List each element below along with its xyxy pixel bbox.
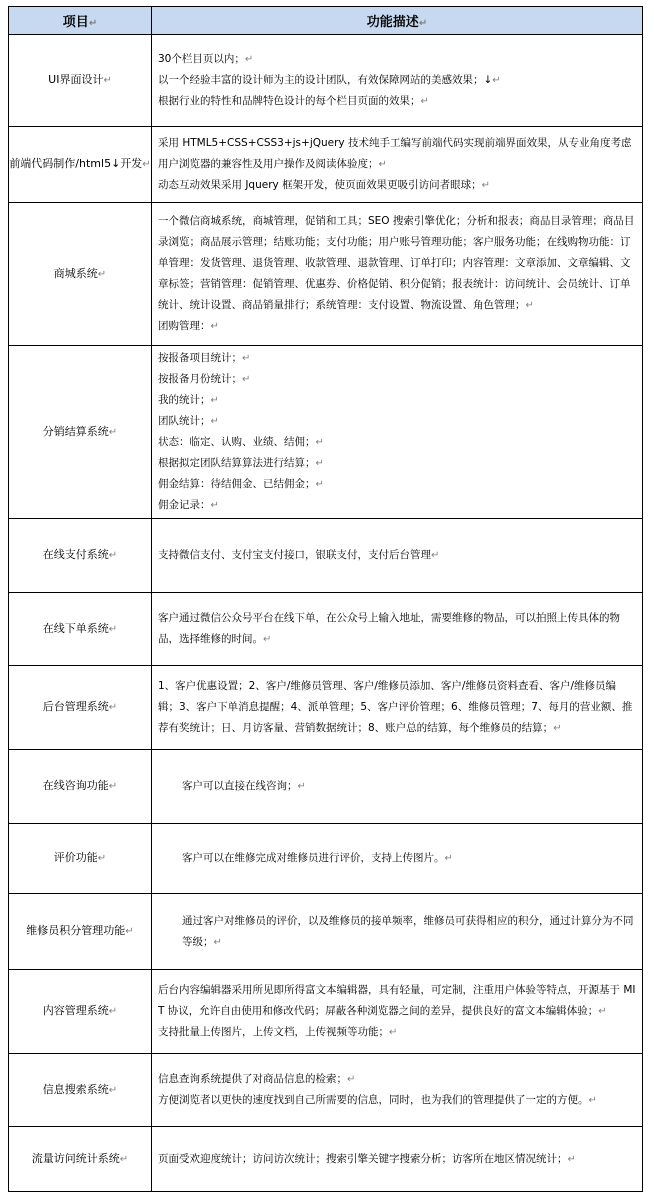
- header-description-label: 功能描述: [366, 15, 419, 30]
- description-cell: [152, 127, 643, 203]
- description-text: 支持微信支付、支付宝支付接口，银联支付，支付后台管理: [158, 549, 431, 561]
- paragraph-mark-icon: ↵: [108, 1084, 118, 1096]
- description-line: [158, 545, 636, 566]
- description-text: 按报备项目统计；: [158, 352, 242, 364]
- paragraph-mark-icon: ↵: [315, 458, 324, 469]
- description-text: 方便浏览者以更快的速度找到自己所需要的信息，同时，也为我们的管理提供了一定的方便。: [158, 1094, 589, 1106]
- table-row: [9, 203, 643, 346]
- paragraph-mark-icon: ↵: [297, 781, 306, 792]
- table-row: [9, 666, 643, 750]
- paragraph-mark-icon: ↵: [553, 723, 562, 734]
- description-text: 动态互动效果采用 Jquery 框架开发，使页面效果更吸引访问者眼球；: [158, 179, 482, 191]
- description-text: 佣金结算：待结佣金、已结佣金；: [158, 478, 316, 490]
- description-line: [158, 1090, 636, 1111]
- description-line: [158, 316, 636, 337]
- description-text: 30个栏目页以内；: [158, 53, 245, 65]
- description-text: 我的统计；: [158, 394, 211, 406]
- paragraph-mark-icon: ↵: [481, 180, 490, 191]
- paragraph-mark-icon: ↵: [210, 321, 219, 332]
- description-text: 信息查询系统提供了对商品信息的检索；: [158, 1073, 347, 1085]
- table-row: [9, 346, 643, 519]
- project-name-cell: [9, 35, 152, 127]
- table-row: [9, 1127, 643, 1192]
- project-name: 商城系统: [53, 266, 98, 280]
- project-name-cell: [9, 203, 152, 346]
- paragraph-mark-icon: ↵: [315, 437, 324, 448]
- paragraph-mark-icon: ↵: [210, 416, 219, 427]
- header-col-project: [9, 7, 152, 35]
- header-col-description: [152, 7, 643, 35]
- paragraph-mark-icon: ↵: [315, 479, 324, 490]
- paragraph-mark-icon: ↵: [244, 54, 254, 65]
- paragraph-mark-icon: ↵: [142, 159, 151, 170]
- header-project-label: 项目: [62, 15, 89, 30]
- paragraph-mark-icon: ↵: [108, 623, 118, 635]
- description-line: [158, 495, 636, 516]
- paragraph-mark-icon: ↵: [431, 550, 440, 561]
- description-line: [158, 980, 636, 1022]
- project-name-cell: [9, 666, 152, 750]
- description-line: [158, 1022, 636, 1043]
- description-line: [158, 1149, 636, 1170]
- project-name: 流量访问统计系统: [31, 1151, 120, 1165]
- paragraph-mark-icon: ↵: [378, 159, 387, 170]
- project-name-cell: [9, 1127, 152, 1192]
- description-line: [182, 848, 636, 869]
- description-line: [158, 133, 636, 175]
- paragraph-mark-icon: ↵: [598, 1006, 607, 1017]
- description-line: [158, 390, 636, 411]
- table-row: [9, 127, 643, 203]
- project-name: UI界面设计: [48, 73, 104, 86]
- paragraph-mark-icon: ↵: [108, 426, 118, 438]
- paragraph-mark-icon: ↵: [525, 300, 534, 311]
- paragraph-mark-icon: ↵: [103, 75, 112, 86]
- paragraph-mark-icon: ↵: [213, 936, 222, 948]
- description-line: [158, 676, 636, 739]
- project-name: 内容管理系统: [42, 1004, 109, 1017]
- paragraph-mark-icon: ↵: [210, 500, 219, 511]
- project-name: 分销结算系统: [42, 424, 109, 438]
- description-cell: [152, 1127, 643, 1192]
- description-cell: [152, 203, 643, 346]
- project-name-cell: [9, 970, 152, 1054]
- description-line: [158, 348, 636, 369]
- paragraph-mark-icon: ↵: [125, 926, 134, 937]
- paragraph-mark-icon: ↵: [418, 18, 428, 29]
- description-line: [158, 1069, 636, 1090]
- description-text: 团队统计；: [158, 415, 211, 427]
- description-text: 通过客户对维修员的评价，以及维修员的接单频率，维修员可获得相应的积分，通过计算分为不同等级；: [182, 914, 634, 948]
- description-cell: [152, 519, 643, 593]
- description-cell: [152, 750, 643, 824]
- paragraph-mark-icon: ↵: [108, 781, 118, 792]
- description-cell: [152, 666, 643, 750]
- description-text: 根据行业的特性和品牌特色设计的每个栏目页面的效果；: [158, 95, 421, 107]
- table-row: [9, 35, 643, 127]
- paragraph-mark-icon: ↵: [108, 702, 118, 713]
- description-line: [158, 211, 636, 316]
- project-name-cell: [9, 750, 152, 824]
- table-row: [9, 1054, 643, 1127]
- description-cell: [152, 35, 643, 127]
- description-line: [158, 474, 636, 495]
- paragraph-mark-icon: ↵: [420, 96, 429, 107]
- paragraph-mark-icon: ↵: [347, 1074, 356, 1085]
- description-text: 根据拟定团队结算算法进行结算；: [158, 457, 316, 469]
- paragraph-mark-icon: ↵: [389, 1027, 398, 1038]
- project-name-cell: [9, 127, 152, 203]
- paragraph-mark-icon: ↵: [97, 853, 107, 864]
- table-row: [9, 824, 643, 894]
- description-text: 客户可以在维修完成对维修员进行评价，支持上传图片。: [182, 852, 445, 864]
- paragraph-mark-icon: ↵: [119, 1153, 129, 1165]
- table-row: [9, 894, 643, 970]
- project-name: 前端代码制作/html5↓开发: [9, 157, 143, 170]
- paragraph-mark-icon: ↵: [492, 75, 501, 86]
- project-name: 评价功能: [53, 851, 98, 864]
- table-header-row: [9, 7, 643, 35]
- project-name-cell: [9, 346, 152, 519]
- description-text: 页面受欢迎度统计；访问访次统计；搜索引擎关键字搜索分析；访客所在地区情况统计；: [158, 1152, 568, 1165]
- description-text: 状态：临定、认购、业绩、结佣；: [158, 436, 316, 448]
- project-name: 在线咨询功能: [42, 779, 109, 792]
- paragraph-mark-icon: ↵: [242, 374, 251, 385]
- paragraph-mark-icon: ↵: [108, 550, 118, 561]
- project-name: 在线支付系统: [42, 548, 109, 561]
- description-cell: [152, 1054, 643, 1127]
- description-line: [158, 70, 636, 91]
- description-text: 采用 HTML5+CSS+CSS3+js+jQuery 技术纯手工编写前端代码实现前端界面效果，从专业角度考虑用户浏览器的兼容性及用户操作及阅读体验度；: [158, 137, 632, 170]
- project-name-cell: [9, 894, 152, 970]
- paragraph-mark-icon: ↵: [444, 853, 453, 864]
- description-cell: [152, 824, 643, 894]
- project-name: 信息搜索系统: [42, 1082, 109, 1096]
- project-name-cell: [9, 519, 152, 593]
- description-text: 按报备月份统计；: [158, 373, 242, 385]
- paragraph-mark-icon: ↵: [210, 395, 219, 406]
- table-row: [9, 750, 643, 824]
- table-row: [9, 593, 643, 666]
- function-table: [8, 6, 643, 1192]
- description-line: [158, 175, 636, 196]
- description-text: 支持批量上传图片，上传文档，上传视频等功能；: [158, 1026, 389, 1038]
- description-cell: [152, 593, 643, 666]
- description-text: 客户可以直接在线咨询；: [182, 780, 298, 792]
- description-text: 团购管理：: [158, 320, 211, 332]
- project-name-cell: [9, 824, 152, 894]
- description-line: [158, 49, 636, 70]
- paragraph-mark-icon: ↵: [263, 634, 272, 645]
- description-line: [158, 453, 636, 474]
- project-name: 维修员积分管理功能: [26, 924, 126, 937]
- paragraph-mark-icon: ↵: [567, 1153, 576, 1165]
- description-line: [158, 411, 636, 432]
- description-text: 佣金记录：: [158, 499, 211, 511]
- description-text: 一个微信商城系统，商城管理，促销和工具；SEO 搜索引擎优化；分析和报表；商品目录管理；商品目录浏览；商品展示管理；结账功能；支付功能；用户账号管理功能；客户服务功能；在线购物功能：订单管理：发货管理、退货管理、收款管理、退款管理、订单打印；内容管理：文章添加、文章编辑、文章标签；营销管理：促销管理、优惠券、价格促销、积分促销；报表统计：访问统计、会员统计、订单统计、统计设置、商品销量排行；系统管理：支付设置、物流设置、角色管理；: [158, 215, 635, 311]
- description-line: [158, 91, 636, 112]
- paragraph-mark-icon: ↵: [88, 18, 98, 29]
- paragraph-mark-icon: ↵: [97, 268, 107, 280]
- description-line: [158, 432, 636, 453]
- description-text: 后台内容编辑器采用所见即所得富文本编辑器，具有轻量，可定制，注重用户体验等特点，开源基于 MIT 协议，允许自由使用和修改代码；屏蔽各种浏览器之间的差异，提供良好的富文本编辑体验；: [158, 984, 636, 1017]
- description-cell: [152, 346, 643, 519]
- table-row: [9, 970, 643, 1054]
- table-row: [9, 519, 643, 593]
- description-cell: [152, 970, 643, 1054]
- project-name: 在线下单系统: [42, 621, 109, 635]
- description-text: 1、客户优惠设置；2、客户/维修员管理、客户/维修员添加、客户/维修员资料查看、客户/维修员编辑；3、客户下单消息提醒；4、派单管理；5、客户评价管理；6、维修员管理；7、每月的营业额、推荐有奖统计；日、月访客量、营销数据统计；8、账户总的结算，每个维修员的结算；: [158, 680, 633, 734]
- description-text: 客户通过微信公众号平台在线下单，在公众号上输入地址，需要维修的物品，可以拍照上传具体的物品，选择维修的时间。: [158, 612, 620, 645]
- description-cell: [152, 894, 643, 970]
- paragraph-mark-icon: ↵: [108, 1006, 118, 1017]
- description-line: [182, 911, 636, 953]
- description-line: [182, 776, 636, 797]
- paragraph-mark-icon: ↵: [242, 353, 251, 364]
- project-name-cell: [9, 1054, 152, 1127]
- project-name: 后台管理系统: [42, 700, 109, 713]
- description-line: [158, 369, 636, 390]
- project-name-cell: [9, 593, 152, 666]
- description-line: [158, 608, 636, 650]
- description-text: 以一个经验丰富的设计师为主的设计团队，有效保障网站的美感效果；↓: [158, 74, 493, 86]
- paragraph-mark-icon: ↵: [588, 1095, 597, 1106]
